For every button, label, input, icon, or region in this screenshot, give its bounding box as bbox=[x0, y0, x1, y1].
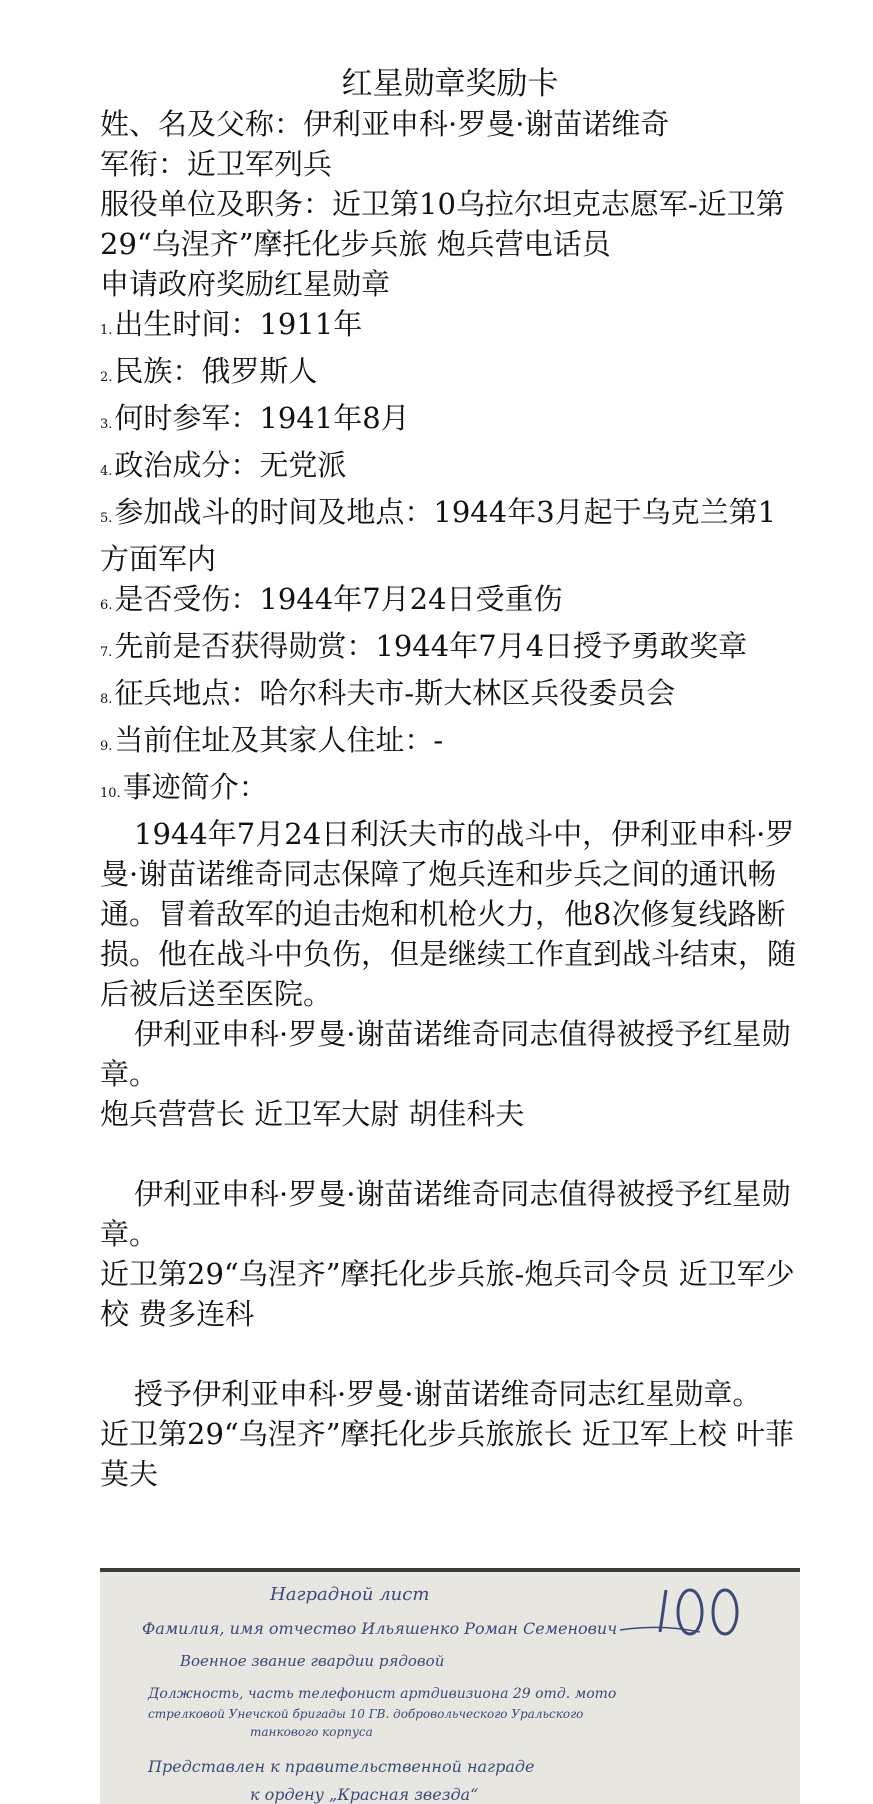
list-item: 9.当前住址及其家人住址：- bbox=[100, 723, 444, 757]
decision-text: 授予伊利亚申科·罗曼·谢苗诺维奇同志红星勋章。 bbox=[134, 1377, 762, 1411]
scan-line: стрелковой Унечской бригады 10 ГВ. добровольческого Уральского bbox=[148, 1707, 584, 1721]
spacer bbox=[100, 1334, 800, 1374]
scan-line: к ордену „Красная звезда“ bbox=[250, 1785, 479, 1804]
rank-field: 军衔：近卫军列兵 bbox=[100, 147, 333, 181]
request-field: 申请政府奖励红星勋章 bbox=[100, 267, 391, 301]
list-item: 5.参加战斗的时间及地点：1944年3月起于乌克兰第1方面军内 bbox=[100, 495, 777, 576]
name-field: 姓、名及父称：伊利亚申科·罗曼·谢苗诺维奇 bbox=[100, 107, 670, 141]
decision-signer: 近卫第29“乌涅齐”摩托化步兵旅旅长 近卫军上校 叶菲莫夫 bbox=[100, 1417, 794, 1491]
unit-field: 服役单位及职务：近卫第10乌拉尔坦克志愿军-近卫第29“乌涅齐”摩托化步兵旅 炮兵营电话员 bbox=[100, 187, 785, 261]
scan-line: Фамилия, имя отчество Ильяшенко Роман Семенович bbox=[142, 1619, 618, 1638]
scan-heading: Наградной лист bbox=[270, 1584, 430, 1605]
award-card bbox=[100, 64, 800, 1494]
spacer bbox=[100, 1134, 800, 1174]
list-item: 7.先前是否获得勋赏：1944年7月4日授予勇敢奖章 bbox=[100, 629, 748, 663]
endorsement-signer: 炮兵营营长 近卫军大尉 胡佳科夫 bbox=[100, 1097, 525, 1131]
card-title: 红星勋章奖励卡 bbox=[341, 66, 559, 102]
list-item: 1.出生时间：1911年 bbox=[100, 307, 363, 341]
scan-line: Представлен к правительственной награде bbox=[148, 1757, 535, 1776]
list-item: 6.是否受伤：1944年7月24日受重伤 bbox=[100, 582, 563, 616]
endorsement-signer: 近卫第29“乌涅齐”摩托化步兵旅-炮兵司令员 近卫军少校 费多连科 bbox=[100, 1257, 795, 1331]
list-item: 8.征兵地点：哈尔科夫市-斯大林区兵役委员会 bbox=[100, 676, 676, 710]
list-item: 3.何时参军：1941年8月 bbox=[100, 401, 410, 435]
scan-line: Военное звание гвардии рядовой bbox=[180, 1652, 445, 1670]
archival-document-scan bbox=[100, 1568, 800, 1804]
list-item: 4.政治成分：无党派 bbox=[100, 448, 347, 482]
endorsement-text: 伊利亚申科·罗曼·谢苗诺维奇同志值得被授予红星勋章。 bbox=[100, 1017, 791, 1091]
numbered-items bbox=[100, 304, 800, 814]
scan-line: Должность, часть телефонист артдивизиона 29 отд. мото bbox=[148, 1686, 617, 1702]
deed-summary: 1944年7月24日利沃夫市的战斗中，伊利亚申科·罗曼·谢苗诺维奇同志保障了炮兵连和步兵之间的通讯畅通。冒着敌军的迫击炮和机枪火力，他8次修复线路断损。他在战斗中负伤，但是继续工作直到战斗结束，随后被后送至医院。 bbox=[100, 817, 797, 1011]
list-item: 10.事迹简介： bbox=[100, 770, 268, 804]
scan-image bbox=[100, 1572, 800, 1804]
list-item: 2.民族：俄罗斯人 bbox=[100, 354, 318, 388]
scan-line: танкового корпуса bbox=[250, 1725, 373, 1739]
endorsement-text: 伊利亚申科·罗曼·谢苗诺维奇同志值得被授予红星勋章。 bbox=[100, 1177, 791, 1251]
